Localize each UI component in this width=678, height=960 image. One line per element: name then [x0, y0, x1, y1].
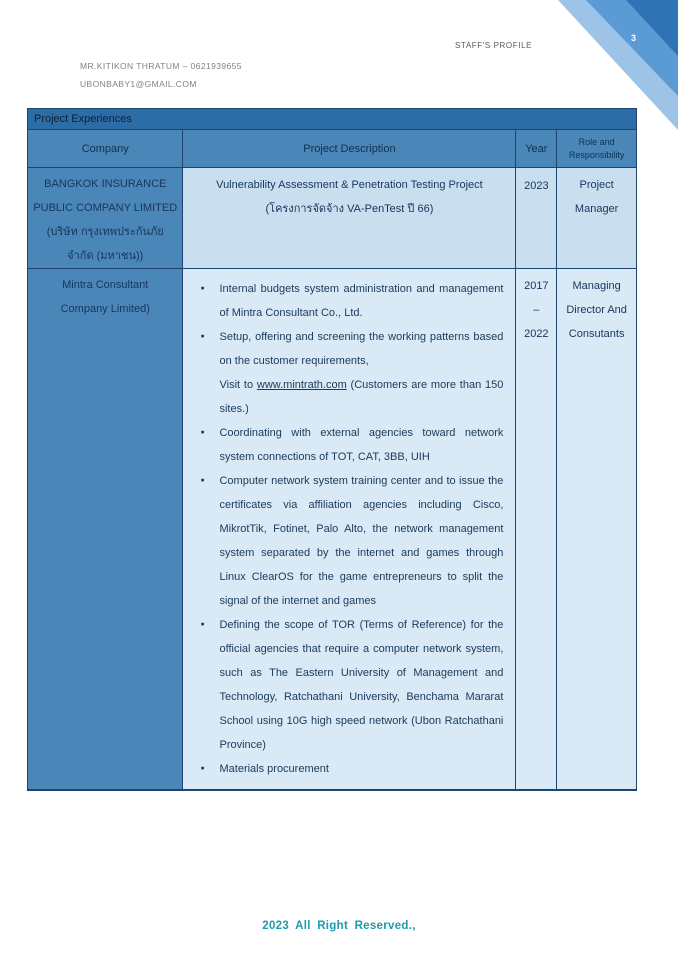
bullet-icon: ● — [200, 621, 205, 628]
project-description-line: Vulnerability Assessment & Penetration Testing Project — [216, 179, 483, 191]
bullet-text — [219, 325, 503, 421]
header-role-line2: Responsibility — [568, 149, 625, 160]
header-description-label: Project Description — [303, 142, 396, 155]
list-item — [197, 421, 503, 469]
bullet-text-part: Setup, offering and screening the working patterns based on the customer requirements, — [219, 331, 504, 367]
table-row — [28, 269, 636, 790]
table-row — [28, 168, 636, 269]
bullet-icon: ● — [200, 333, 205, 340]
bullet-icon: ● — [200, 477, 205, 484]
project-experiences-table — [27, 108, 637, 791]
row2-role-cell — [557, 269, 636, 790]
company-name-line: (บริษัท กรุงเทพประกันภัย — [46, 226, 164, 238]
bullet-text-part: Visit to — [219, 379, 257, 391]
table-header-row — [28, 130, 636, 168]
bullet-icon: ● — [200, 765, 205, 772]
role-line: Consutants — [568, 328, 625, 340]
list-item — [197, 277, 503, 325]
project-description-line: (โครงการจัดจ้าง VA-PenTest ปี 66) — [265, 203, 434, 215]
company-name-line: Mintra Consultant — [62, 279, 149, 291]
row2-description-cell — [183, 269, 516, 790]
table-title: Project Experiences — [28, 109, 636, 130]
company-name-line: BANGKOK INSURANCE — [44, 178, 167, 190]
year-value: 2023 — [524, 180, 549, 192]
responsibility-list — [183, 269, 515, 789]
year-line: 2022 — [524, 328, 549, 340]
year-line: 2017 — [524, 280, 549, 292]
role-line: Managing — [572, 280, 621, 292]
bullet-icon: ● — [200, 429, 205, 436]
list-item — [197, 757, 503, 781]
footer-copyright: 2023 All Right Reserved., — [262, 920, 416, 932]
header-year-label: Year — [525, 142, 548, 155]
bullet-text: Materials procurement — [219, 763, 329, 775]
row1-role-cell — [557, 168, 636, 269]
contact-email: UBONBABY1@GMAIL.COM — [80, 79, 197, 89]
header-year — [516, 130, 557, 168]
role-line: Director And — [566, 304, 627, 316]
bullet-icon: ● — [200, 285, 205, 292]
mintrath-link[interactable]: www.mintrath.com — [256, 379, 347, 391]
row2-year-cell — [516, 269, 557, 790]
role-line: Manager — [574, 203, 619, 215]
list-item — [197, 325, 503, 421]
header-description — [183, 130, 516, 168]
header-role — [557, 130, 636, 168]
year-line: – — [533, 304, 540, 316]
company-name-line: PUBLIC COMPANY LIMITED — [33, 202, 178, 214]
bullet-text: Coordinating with external agencies toward network system connections of TOT, CAT, 3BB, UIH — [219, 427, 504, 463]
bullet-text: Computer network system training center and to issue the certificates via affiliation agencies including Cisco, MikrotTik, Fotinet, Palo Alto, the network management system separated by the internet and games through Linux ClearOS for the game entrepreneurs to split the signal of the internet and games — [219, 475, 504, 607]
header-company — [28, 130, 183, 168]
contact-name-phone: MR.KITIKON THRATUM – 0621939655 — [80, 61, 242, 71]
bullet-text-part: (Customers are more than 150 sites.) — [219, 379, 504, 415]
page-number: 3 — [630, 33, 636, 43]
list-item — [197, 613, 503, 757]
header-company-label: Company — [81, 142, 129, 155]
row1-company-cell — [28, 168, 183, 269]
row2-company-cell — [28, 269, 183, 790]
header-role-line1: Role and — [578, 137, 615, 148]
staff-profile-label: STAFF'S PROFILE — [455, 41, 533, 50]
list-item — [197, 469, 503, 613]
row1-description-cell — [183, 168, 516, 269]
bullet-text: Internal budgets system administration and management of Mintra Consultant Co., Ltd. — [219, 283, 504, 319]
row1-year-cell — [516, 168, 557, 269]
company-name-line: จำกัด (มหาชน)) — [67, 250, 144, 262]
bullet-text: Defining the scope of TOR (Terms of Reference) for the official agencies that require a computer network system, such as The Eastern University of Management and Technology, Ratchathani University, Benchama Mararat School using 10G high speed network (Ubon Ratchathani Province) — [219, 619, 504, 751]
role-line: Project — [579, 179, 614, 191]
company-name-line: Company Limited) — [60, 303, 150, 315]
